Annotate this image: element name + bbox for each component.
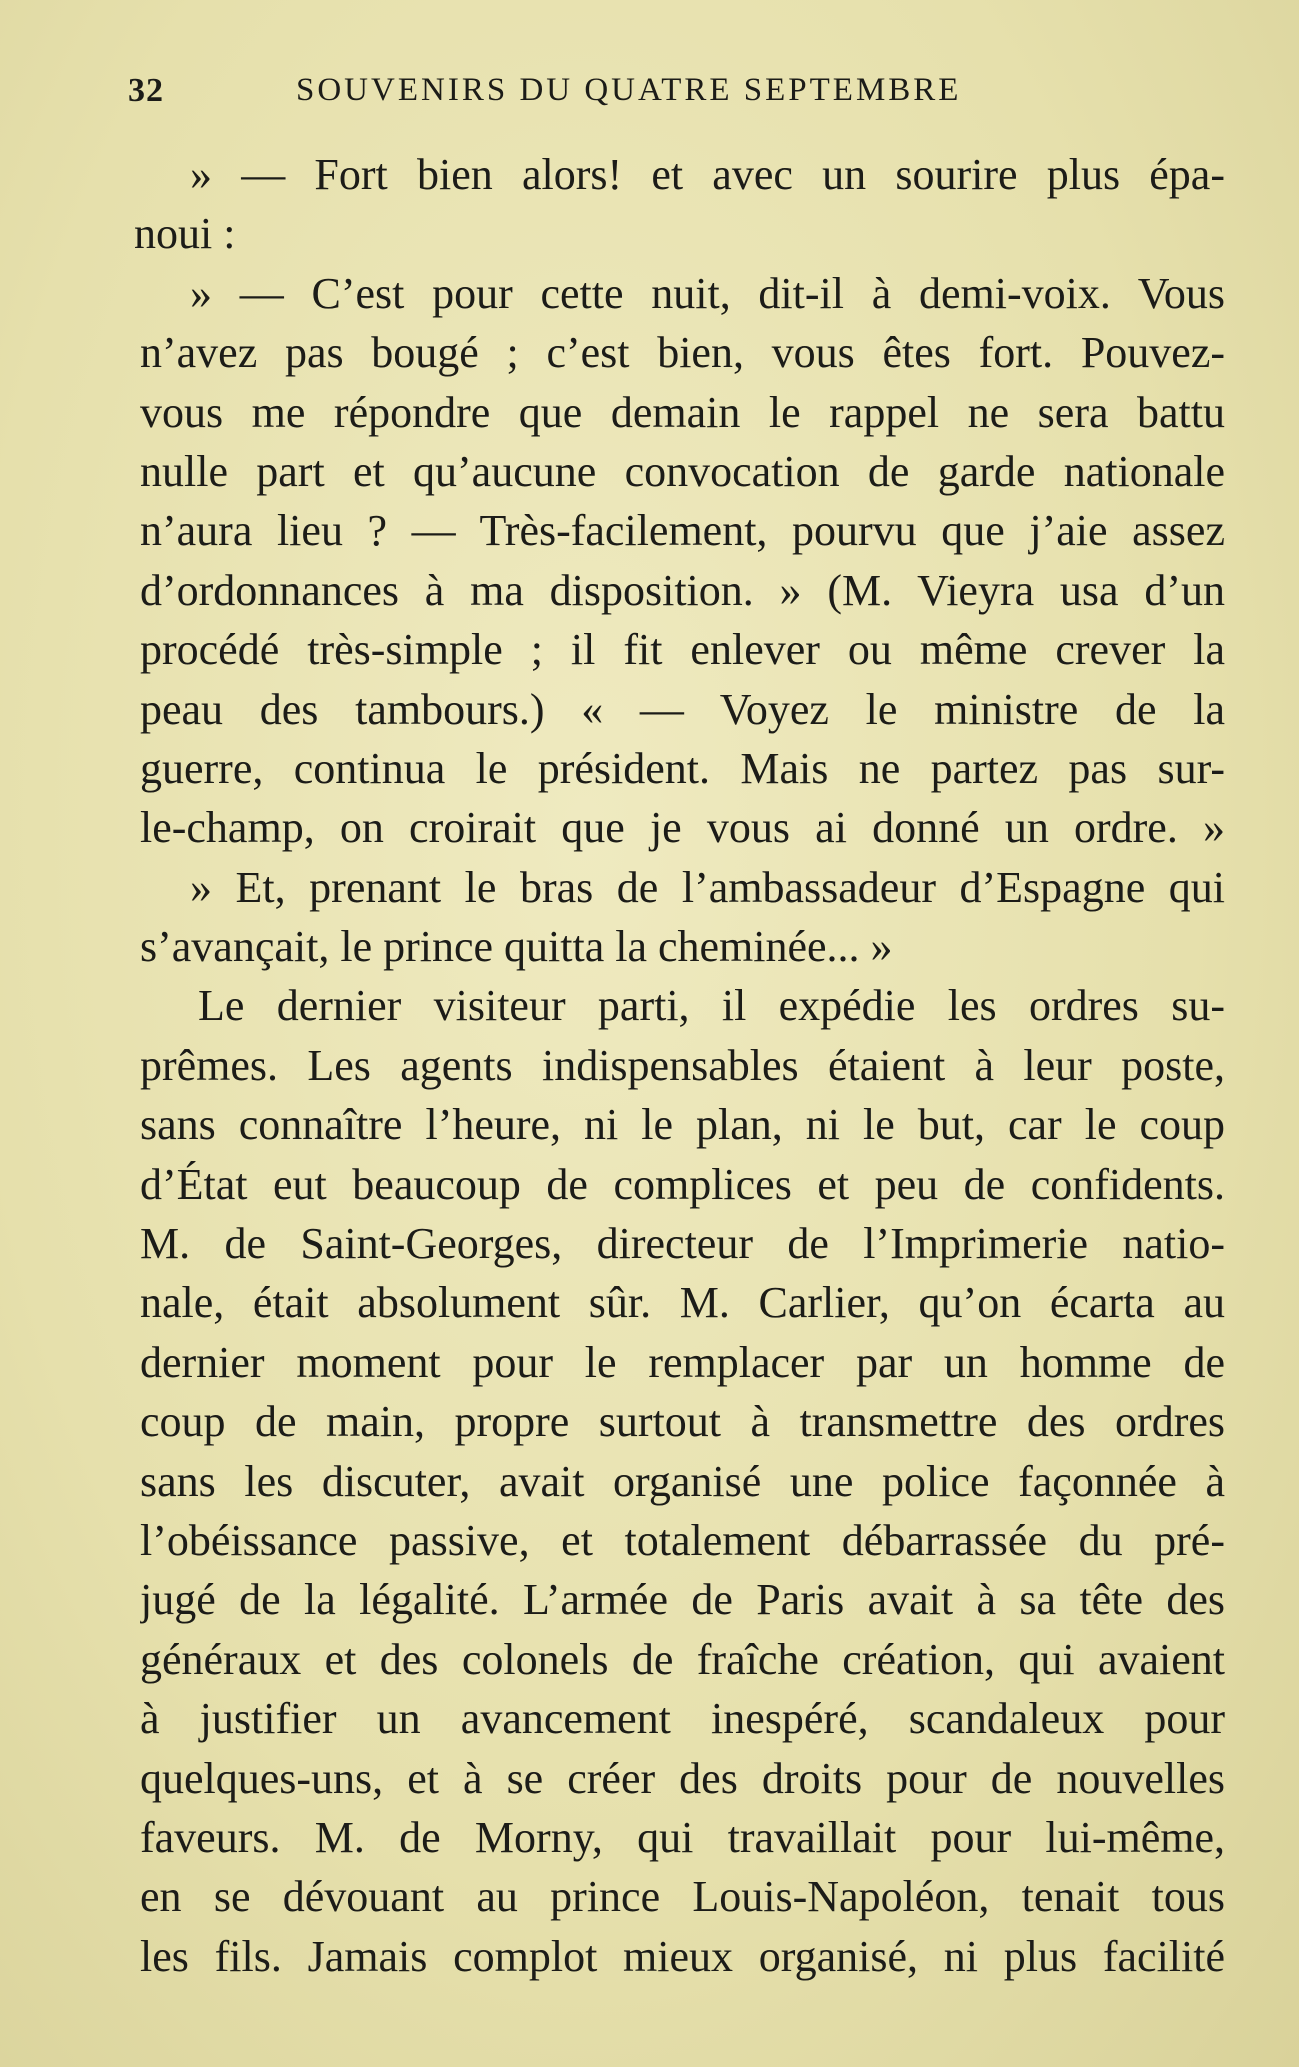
text-line: n’avez pas bougé ; c’est bien, vous êtes fort. Pouvez- xyxy=(140,328,1225,378)
text-line: sans les discuter, avait organisé une police façonnée à xyxy=(140,1456,1225,1506)
text-line: guerre, continua le président. Mais ne partez pas sur- xyxy=(140,743,1225,793)
text-line: M. de Saint-Georges, directeur de l’Imprimerie natio- xyxy=(140,1219,1225,1269)
text-line: » — Fort bien alors! et avec un sourire plus épa- xyxy=(190,150,1225,199)
text-line: d’ordonnances à ma disposition. » (M. Vieyra usa d’un xyxy=(140,565,1225,615)
text-line: Le dernier visiteur parti, il expédie les ordres su- xyxy=(198,981,1225,1031)
text-line: peau des tambours.) « — Voyez le ministre de la xyxy=(140,684,1225,734)
text-line: coup de main, propre surtout à transmettre des ordres xyxy=(140,1397,1225,1447)
text-line: prêmes. Les agents indispensables étaient à leur poste, xyxy=(140,1040,1225,1090)
text-line: dernier moment pour le remplacer par un homme de xyxy=(140,1337,1225,1387)
text-line: nulle part et qu’aucune convocation de garde nationale xyxy=(140,446,1225,496)
text-line: sans connaître l’heure, ni le plan, ni le but, car le coup xyxy=(140,1100,1225,1150)
text-line: à justifier un avancement inespéré, scandaleux pour xyxy=(140,1694,1225,1744)
text-line: jugé de la légalité. L’armée de Paris avait à sa tête des xyxy=(140,1575,1225,1625)
text-line: n’aura lieu ? — Très-facilement, pourvu que j’aie assez xyxy=(140,506,1225,556)
text-line: noui : xyxy=(134,209,236,259)
page-number: 32 xyxy=(128,72,164,109)
running-title: SOUVENIRS DU QUATRE SEPTEMBRE xyxy=(296,72,962,108)
text-line: les fils. Jamais complot mieux organisé, ni plus facilité xyxy=(140,1931,1225,1981)
text-line: » — C’est pour cette nuit, dit-il à demi-voix. Vous xyxy=(190,268,1225,318)
text-line: s’avançait, le prince quitta la cheminée... » xyxy=(140,922,893,972)
text-line: procédé très-simple ; il fit enlever ou même crever la xyxy=(140,625,1225,675)
body-text xyxy=(134,145,1225,1986)
text-line: en se dévouant au prince Louis-Napoléon, tenait tous xyxy=(140,1872,1225,1922)
text-line: d’État eut beaucoup de complices et peu de confidents. xyxy=(140,1159,1225,1209)
text-line: nale, était absolument sûr. M. Carlier, qu’on écarta au xyxy=(140,1278,1225,1328)
text-line: l’obéissance passive, et totalement débarrassée du pré- xyxy=(140,1515,1225,1565)
text-line: faveurs. M. de Morny, qui travaillait pour lui-même, xyxy=(140,1812,1225,1862)
page-header xyxy=(128,72,1058,116)
text-line: quelques-uns, et à se créer des droits pour de nouvelles xyxy=(140,1753,1225,1803)
text-line: généraux et des colonels de fraîche création, qui avaient xyxy=(140,1634,1225,1684)
text-line: le-champ, on croirait que je vous ai donné un ordre. » xyxy=(140,803,1225,853)
text-line: » Et, prenant le bras de l’ambassadeur d’Espagne qui xyxy=(190,862,1225,912)
text-line: vous me répondre que demain le rappel ne sera battu xyxy=(140,387,1225,437)
